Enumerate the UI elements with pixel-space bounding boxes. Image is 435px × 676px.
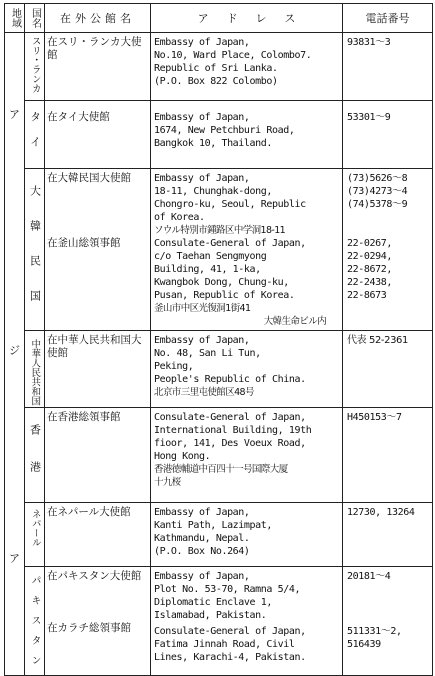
address-line: International Building, 19th [154,425,312,436]
country-name: ネパール [29,509,41,547]
phone-number: 代表 52-2361 [347,335,408,346]
address-line: ソウル特別市鍾路区中学洞18-11 [154,225,286,236]
address-block [151,567,343,676]
address-line: Bangkok 10, Thailand. [154,138,273,149]
address-line: 1674, New Petchburi Road, [154,125,295,136]
header-country: 国名 [25,4,45,33]
phone-cell [343,503,433,567]
address-block [151,331,343,408]
address-line: Embassy of Japan, [154,571,250,582]
mission-name: 在香港総領事館 [45,408,151,503]
address-line: Building, 41, 1-ka, [154,264,261,275]
phone-cell [343,331,433,408]
address-line: Kanti Path, Lazimpat, [154,520,273,531]
country-cell [25,567,45,676]
phone-cell [343,101,433,169]
address-line: 香港徳輔道中百四十一号国際大厦 [154,464,288,475]
mission-name: 在パキスタン大使館 [47,570,142,582]
country-cell [25,408,45,503]
address-line: Republic of Sri Lanka. [154,63,278,74]
address-line: Consulate-General of Japan, [154,412,306,423]
address-line: Embassy of Japan, [154,335,250,346]
table-row [5,331,433,408]
phone-number: 22-0267, [347,238,392,249]
address-line: 十九桜 [154,477,181,488]
phone-number: 511331～2, [347,626,402,637]
address-line: Embassy of Japan, [154,507,250,518]
phone-number: 22-2438, [347,277,392,288]
address-block [151,169,343,331]
address-line: Consulate-General of Japan, [154,626,306,637]
phone-number: 20181～4 [347,571,391,582]
address-line: No. 48, San Li Tun, [154,348,261,359]
mission-name: 在ネパール大使館 [45,503,151,567]
address-line: of Korea. [154,212,205,223]
address-line: Peking, [154,361,194,372]
country-cell [25,101,45,169]
country-name: 香港 [28,424,42,498]
phone-number: (74)5378～9 [347,199,408,210]
country-cell [25,169,45,331]
address-line: Fatima Jinnah Road, Civil [154,639,295,650]
address-line: 18-11, Chunghak-dong, [154,186,273,197]
country-name: スリ・ランカ [29,36,41,93]
address-line: (P.O. Box 822 Colombo) [154,76,278,87]
mission-name: 在スリ・ランカ大使館 [45,33,151,101]
phone-number: H450153～7 [347,412,402,423]
phone-cell [343,169,433,331]
header-region: 地域 [5,4,25,33]
mission-cell [45,169,151,331]
address-line: No.10, Ward Place, Colombo7. [154,50,312,61]
address-line: fioor, 141, Des Voeux Road, [154,438,306,449]
address-line: Embassy of Japan, [154,112,250,123]
country-name: 大韓民国 [28,185,42,325]
address-line: Islamabad, Pakistan. [154,610,267,621]
country-name: パキスタン [29,575,40,675]
address-line: Kwangbok Dong, Chung-ku, [154,277,289,288]
mission-name: 在大韓民国大使館 [47,172,131,184]
address-block [151,408,343,503]
country-name: 中華人民共和国 [29,339,41,406]
phone-number: 12730, 13264 [347,507,415,518]
header-phone: 電話番号 [343,4,433,33]
header-address: アドレス [151,4,343,33]
address-line: (P.O. Box No.264) [154,546,250,557]
phone-number: (73)4273～4 [347,186,408,197]
mission-name: 在中華人民共和国大使館 [45,331,151,408]
table-row [5,503,433,567]
table-row [5,567,433,676]
header-mission: 在外公館名 [45,4,151,33]
phone-cell [343,567,433,676]
address-line: People's Republic of China. [154,374,306,385]
address-line: Plot No. 53-70, Ramna 5/4, [154,584,301,595]
region-char: ア [9,552,20,565]
table-header-row [5,4,433,33]
phone-number: (73)5626～8 [347,173,408,184]
address-line: Diplomatic Enclave 1, [154,597,273,608]
address-line: 北京市三里屯使館区48号 [154,387,254,398]
phone-number: 22-8672, [347,264,392,275]
address-line: Chongro-ku, Seoul, Republic [154,199,306,210]
country-cell [25,33,45,101]
address-line: 大韓生命ビル内 [263,316,326,327]
address-line: Lines, Karachi-4, Pakistan. [154,652,306,663]
region-char: ジ [9,344,20,357]
address-block [151,101,343,169]
address-block [151,33,343,101]
address-line: Embassy of Japan, [154,37,250,48]
region-char: ア [9,108,20,121]
table-row [5,169,433,331]
table-row [5,408,433,503]
phone-number: 22-0294, [347,251,392,262]
country-cell [25,503,45,567]
table-row [5,33,433,101]
embassy-directory-table [4,3,433,676]
address-line: Kathmandu, Nepal. [154,533,250,544]
phone-number: 53301～9 [347,112,391,123]
address-line: c/o Taehan Sengmyong [154,251,267,262]
address-line: Hong Kong. [154,451,211,462]
address-line: Pusan, Republic of Korea. [154,290,295,301]
country-cell [25,331,45,408]
phone-number: 516439 [347,639,381,650]
mission-name: 在カラチ総領事館 [47,622,131,634]
mission-name: 在釜山総領事館 [47,237,121,249]
address-line: Embassy of Japan, [154,173,250,184]
mission-cell [45,567,151,676]
address-block [151,503,343,567]
phone-cell [343,33,433,101]
phone-cell [343,408,433,503]
phone-number: 93831～3 [347,37,391,48]
table-row [5,101,433,169]
address-line: Consulate-General of Japan, [154,238,306,249]
country-name: タイ [28,111,42,161]
address-line: 釜山市中区光復洞1街41 [154,303,251,314]
phone-number: 22-8673 [347,290,387,301]
mission-name: 在タイ大使館 [45,101,151,169]
region-cell [5,33,25,676]
